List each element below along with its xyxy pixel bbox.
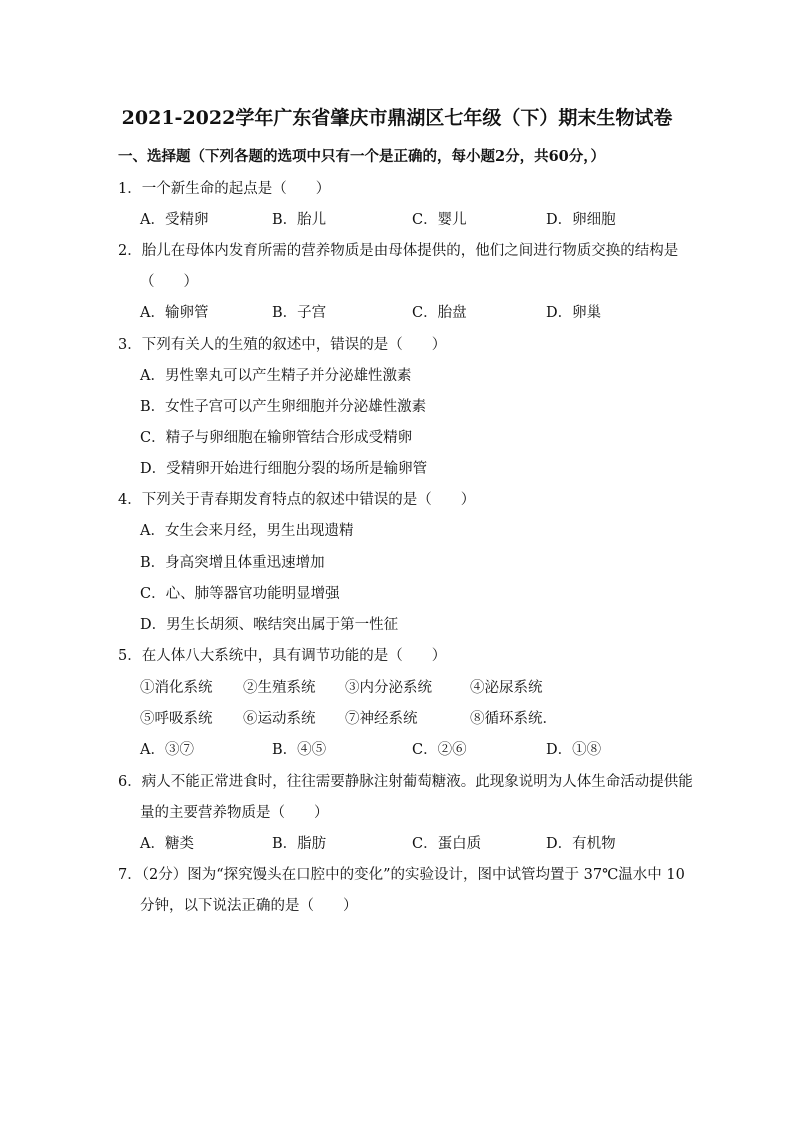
option-b[interactable]: B．④⑤ <box>272 742 327 758</box>
section-heading: 一、选择题（下列各题的选项中只有一个是正确的，每小题2分，共60分，） <box>118 148 606 165</box>
question-1-options <box>0 208 794 228</box>
option-b[interactable]: B．脂肪 <box>272 836 327 852</box>
option-a[interactable]: A．输卵管 <box>140 305 209 321</box>
question-7-stem-continued: 分钟，以下说法正确的是（ ） <box>140 898 358 914</box>
question-6-stem-continued: 量的主要营养物质是（ ） <box>140 805 329 821</box>
question-2-options <box>0 301 794 321</box>
option-d[interactable]: D．卵细胞 <box>546 212 616 228</box>
question-5-options <box>0 738 794 758</box>
question-2-stem-continued: （ ） <box>140 274 198 290</box>
question-3-stem: 3．下列有关人的生殖的叙述中，错误的是（ ） <box>118 337 447 353</box>
system-item: ②生殖系统 <box>243 680 316 696</box>
question-1-stem: 1．一个新生命的起点是（ ） <box>118 181 331 197</box>
system-item: ④泌尿系统 <box>470 680 543 696</box>
system-item: ①消化系统 <box>140 680 213 696</box>
option-b[interactable]: B．子宫 <box>272 305 327 321</box>
option-d[interactable]: D．受精卵开始进行细胞分裂的场所是输卵管 <box>140 461 428 477</box>
option-c[interactable]: C．心、肺等器官功能明显增强 <box>140 586 340 602</box>
option-c[interactable]: C．婴儿 <box>412 212 467 228</box>
system-item: ⑥运动系统 <box>243 711 316 727</box>
system-item: ⑧循环系统． <box>470 711 557 727</box>
option-c[interactable]: C．胎盘 <box>412 305 467 321</box>
system-item: ⑦神经系统 <box>345 711 418 727</box>
option-c[interactable]: C．②⑥ <box>412 742 467 758</box>
systems-list-row-2 <box>0 707 794 727</box>
option-a[interactable]: A．糖类 <box>140 836 194 852</box>
option-a[interactable]: A．女生会来月经，男生出现遗精 <box>140 523 354 539</box>
question-5-stem: 5．在人体八大系统中，具有调节功能的是（ ） <box>118 648 447 664</box>
question-7-stem: 7．（2分）图为“探究馒头在口腔中的变化”的实验设计，图中试管均置于 37℃温水中 10 <box>118 867 685 883</box>
option-a[interactable]: A．③⑦ <box>140 742 194 758</box>
option-b[interactable]: B．胎儿 <box>272 212 327 228</box>
question-2-stem: 2．胎儿在母体内发育所需的营养物质是由母体提供的，他们之间进行物质交换的结构是 <box>118 243 679 259</box>
question-6-stem: 6．病人不能正常进食时，往往需要静脉注射葡萄糖液。此现象说明为人体生命活动提供能 <box>118 774 693 790</box>
option-d[interactable]: D．有机物 <box>546 836 616 852</box>
system-item: ③内分泌系统 <box>345 680 432 696</box>
option-d[interactable]: D．卵巢 <box>546 305 602 321</box>
option-d[interactable]: D．①⑧ <box>546 742 602 758</box>
option-a[interactable]: A．受精卵 <box>140 212 209 228</box>
option-d[interactable]: D．男生长胡须、喉结突出属于第一性征 <box>140 617 399 633</box>
option-c[interactable]: C．精子与卵细胞在输卵管结合形成受精卵 <box>140 430 413 446</box>
question-6-options <box>0 832 794 852</box>
system-item: ⑤呼吸系统 <box>140 711 213 727</box>
option-b[interactable]: B．女性子宫可以产生卵细胞并分泌雄性激素 <box>140 399 427 415</box>
systems-list-row-1 <box>0 676 794 696</box>
option-b[interactable]: B．身高突增且体重迅速增加 <box>140 555 325 571</box>
question-4-stem: 4．下列关于青春期发育特点的叙述中错误的是（ ） <box>118 492 476 508</box>
option-c[interactable]: C．蛋白质 <box>412 836 482 852</box>
option-a[interactable]: A．男性睾丸可以产生精子并分泌雄性激素 <box>140 368 412 384</box>
page-title: 2021-2022学年广东省肇庆市鼎湖区七年级（下）期末生物试卷 <box>121 107 673 129</box>
